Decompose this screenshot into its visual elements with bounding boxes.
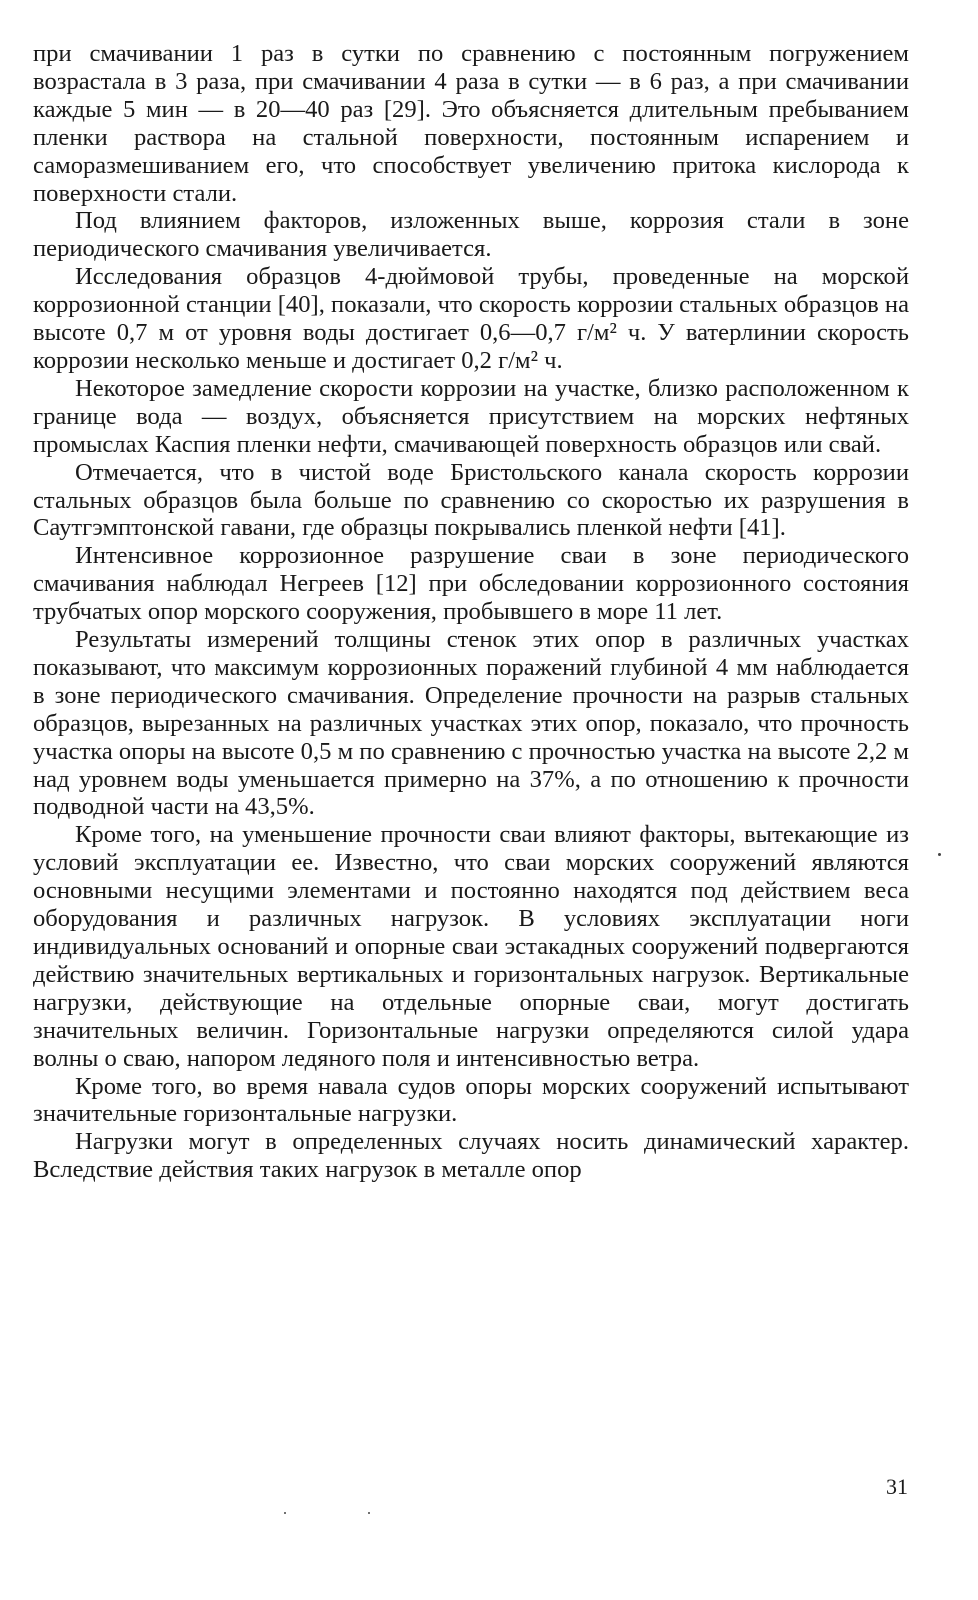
paragraph-8: Кроме того, на уменьшение прочности сваи влияют факторы, вытекающие из условий эксплуатации ее. Известно, что сваи морских сооружений являются основными несущими элементами и постоянно находятся под действием веса оборудования и различных нагрузок. В условиях эксплуатации ноги индивидуальных оснований и опорные сваи эстакадных сооружений подвергаются действию значительных вертикальных и горизонтальных нагрузок. Вертикальные нагрузки, действующие на отдельные опорные сваи, могут достигать значительных величин. Горизонтальные нагрузки определяются силой удара волны о сваю, напором ледяного поля и интенсивностью ветра.: [33, 821, 909, 1072]
paragraph-1: при смачивании 1 раз в сутки по сравнению с постоянным погружением возрастала в 3 раза, при смачивании 4 раза в сутки — в 6 раз, а при смачивании каждые 5 мин — в 20—40 раз [29]. Это объясняется длительным пребыванием пленки раствора на стальной поверхности, постоянным испарением и саморазмешиванием его, что способствует увеличению притока кислорода к поверхности стали.: [33, 40, 909, 207]
page-number: 31: [886, 1474, 908, 1499]
paragraph-9: Кроме того, во время навала судов опоры морских сооружений испытывают значительные горизонтальные нагрузки.: [33, 1072, 909, 1128]
paragraph-10: Нагрузки могут в определенных случаях носить динамический характер. Вследствие действия таких нагрузок в металле опор: [33, 1128, 909, 1184]
scan-speck: [368, 1512, 370, 1514]
paragraph-7: Результаты измерений толщины стенок этих опор в различных участках показывают, что максимум коррозионных поражений глубиной 4 мм наблюдается в зоне периодического смачивания. Определение прочности на разрыв стальных образцов, вырезанных на различных участках этих опор, показало, что прочность участка опоры на высоте 0,5 м по сравнению с прочностью участка на высоте 2,2 м над уровнем воды уменьшается примерно на 37%, а по отношению к прочности подводной части на 43,5%.: [33, 626, 909, 821]
paragraph-5: Отмечается, что в чистой воде Бристольского канала скорость коррозии стальных образцов была больше по сравнению со скоростью их разрушения в Саутгэмптонской гавани, где образцы покрывались пленкой нефти [41].: [33, 458, 909, 542]
paragraph-6: Интенсивное коррозионное разрушение сваи в зоне периодического смачивания наблюдал Негреев [12] при обследовании коррозионного состояния трубчатых опор морского сооружения, пробывшего в море 11 лет.: [33, 542, 909, 626]
paragraph-3: Исследования образцов 4-дюймовой трубы, проведенные на морской коррозионной станции [40], показали, что скорость коррозии стальных образцов на высоте 0,7 м от уровня воды достигает 0,6—0,7 г/м² ч. У ватерлинии скорость коррозии несколько меньше и достигает 0,2 г/м² ч.: [33, 263, 909, 374]
paragraph-2: Под влиянием факторов, изложенных выше, коррозия стали в зоне периодического смачивания увеличивается.: [33, 207, 909, 263]
page-body: [33, 40, 909, 1184]
scan-speck: [938, 853, 941, 856]
scan-speck: [284, 1512, 286, 1514]
paragraph-4: Некоторое замедление скорости коррозии на участке, близко расположенном к границе вода — воздух, объясняется присутствием на морских нефтяных промыслах Каспия пленки нефти, смачивающей поверхность образцов или свай.: [33, 374, 909, 458]
